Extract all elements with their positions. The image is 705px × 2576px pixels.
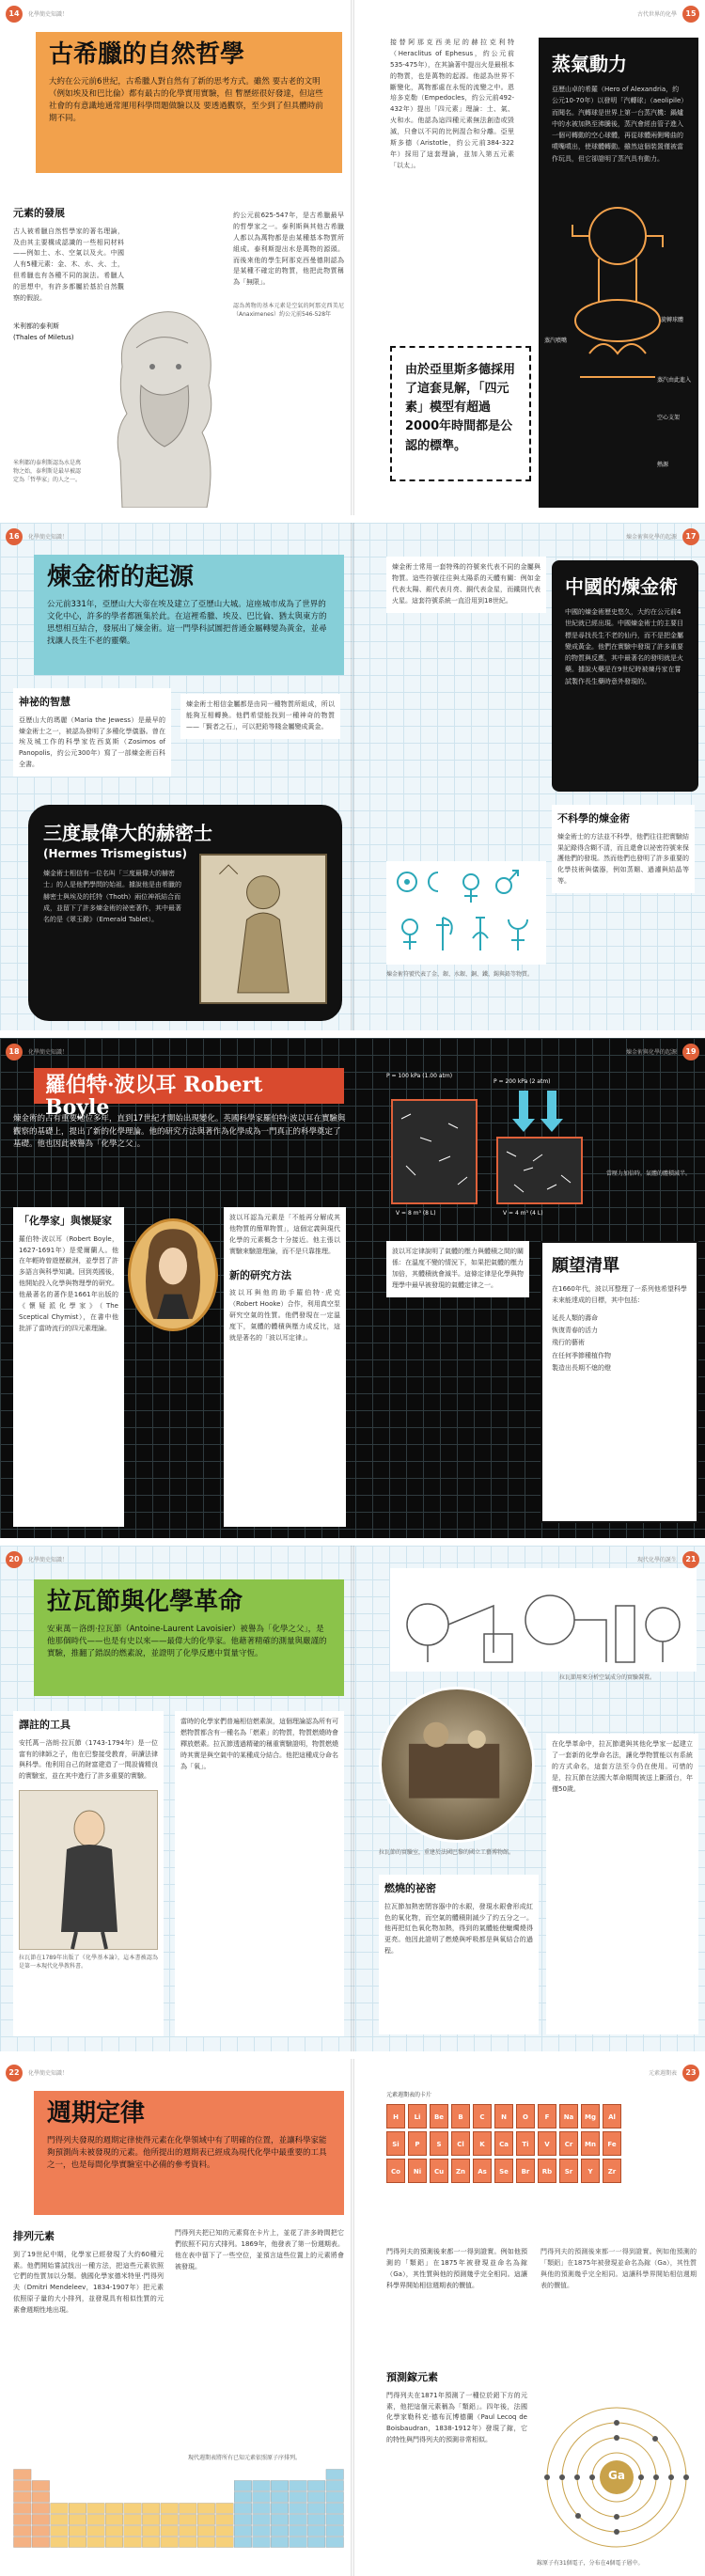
wishlist-panel <box>540 1241 698 1523</box>
periodic-cell <box>69 2537 86 2548</box>
periodic-cell <box>14 2526 32 2537</box>
symbols-text: 煉金術士的方法並不科學，他們往往把實驗結果記錄得含糊不清，而且還會以祕密符號來保護他們的發現。然而他們也發明了許多重要的化學技術與儀器，例如蒸餾、過濾與結晶等等。 <box>557 832 689 886</box>
page-number: 18 <box>6 1044 23 1060</box>
periodic-cell <box>271 2537 289 2548</box>
section-title: 排列元素 <box>13 2230 55 2242</box>
periodic-cell <box>161 2504 179 2514</box>
periodic-cell <box>14 2492 32 2503</box>
gas-diagram <box>383 1072 599 1222</box>
lab-caption: 拉瓦節的實驗室，重建於法國巴黎的國立工藝博物館。 <box>379 1849 515 1856</box>
periodic-cell <box>234 2504 252 2514</box>
periodic-cell <box>14 2537 32 2548</box>
element-card: C <box>473 2104 492 2128</box>
title-panel <box>34 2091 344 2215</box>
element-card: H <box>386 2104 405 2128</box>
periodic-cell <box>271 2481 289 2491</box>
right-page <box>352 1546 705 2051</box>
periodic-cell <box>253 2515 271 2525</box>
periodic-cell <box>180 2504 197 2514</box>
element-card: Cl <box>451 2131 470 2156</box>
running-head: 化學簡史知識！ <box>28 11 69 18</box>
periodic-cell <box>180 2537 197 2548</box>
periodic-cell <box>124 2526 142 2537</box>
periodic-cell <box>271 2492 289 2503</box>
gallium-atom <box>537 2397 697 2557</box>
column-2 <box>233 211 344 319</box>
left-page <box>0 2059 352 2576</box>
periodic-cell <box>124 2504 142 2514</box>
periodic-cell <box>105 2526 123 2537</box>
box-title: 譯註的工具 <box>19 1719 70 1731</box>
element-card: Cu <box>430 2159 448 2183</box>
periodic-cell <box>69 2526 86 2537</box>
periodic-cell <box>234 2515 252 2525</box>
page-number: 17 <box>682 528 699 545</box>
wishlist-intro: 在1660年代，波以耳整理了一系列他希望科學未來能達成的目標，其中包括： <box>552 1285 687 1304</box>
gutter <box>351 0 354 515</box>
periodic-cell <box>271 2515 289 2525</box>
periodic-cell <box>124 2537 142 2548</box>
diagram-label: 熱源 <box>657 462 669 468</box>
list-item: 恢復青春的活力 <box>552 1327 598 1335</box>
running-head: 古代世界的化學 <box>636 11 677 18</box>
periodic-cell <box>290 2526 307 2537</box>
page-title: 羅伯特·波以耳 Robert Boyle <box>45 1073 263 1121</box>
periodic-cell <box>271 2504 289 2514</box>
bust-illustration <box>85 273 235 508</box>
wishlist-list <box>552 1312 687 1374</box>
hermes-engraving <box>199 854 327 1004</box>
spread-ancient-philosophy <box>0 0 705 523</box>
page-number: 15 <box>682 6 699 23</box>
list-item: 在任何季節種植作物 <box>552 1351 611 1359</box>
periodic-cell <box>51 2537 69 2548</box>
intro-text: 大約在公元前6世紀，古希臘人對自然有了新的思考方式。雖然 要古老的文明（例如埃及和巴比倫）都有最古的化學實用實驗，但 暫歷經很好發達，但這些社會的有意識地通常運用科學問題做驗以及 要透過觀察，至少到了但具體時前期不同。 <box>49 76 323 124</box>
running-head: 煉金術與化學的起源 <box>625 534 677 541</box>
periodic-cell <box>51 2526 69 2537</box>
periodic-cell <box>32 2526 50 2537</box>
periodic-cell <box>307 2537 325 2548</box>
title-panel <box>34 555 344 675</box>
box-title: 神祕的智慧 <box>19 696 70 708</box>
left-page <box>0 523 352 1030</box>
periodic-table <box>13 2469 344 2553</box>
element-card: B <box>451 2104 470 2128</box>
aeolipile-diagram <box>552 180 685 396</box>
periodic-cell <box>14 2481 32 2491</box>
periodic-cell <box>69 2504 86 2514</box>
page-number: 21 <box>682 1551 699 1568</box>
title-panel <box>36 32 342 173</box>
periodic-cell <box>307 2492 325 2503</box>
gutter <box>351 2059 354 2576</box>
periodic-cell <box>197 2537 215 2548</box>
cards-title: 元素週期表的卡片 <box>386 2092 432 2098</box>
column-3: 煉金術士常用一套特殊的符號來代表不同的金屬與物質。這些符號往往與太陽系的天體有關：例如金代表太陽、銀代表月亮、銅代表金星，而鐵則代表火星。這套符號系統一直沿用到18世紀。 <box>386 557 546 613</box>
pressure-label-1: P = 100 kPa (1.00 atm) <box>386 1073 453 1079</box>
volume-label-1: V = 8 m³ (8 L) <box>396 1210 436 1217</box>
gallium-caption: 鎵原子有31個電子，分布在4個電子層中。 <box>537 2560 644 2567</box>
card-grid <box>386 2104 621 2183</box>
element-card: Al <box>603 2104 621 2128</box>
spread-robert-boyle <box>0 1038 705 1546</box>
periodic-cell <box>142 2537 160 2548</box>
periodic-cell <box>51 2515 69 2525</box>
sidebar-title: 蒸氣動力 <box>552 53 627 75</box>
periodic-cell <box>326 2492 344 2503</box>
periodic-cell <box>253 2504 271 2514</box>
periodic-cell <box>307 2481 325 2491</box>
periodic-cell <box>234 2481 252 2491</box>
periodic-cell <box>32 2537 50 2548</box>
periodic-cell <box>253 2526 271 2537</box>
column-3 <box>379 1875 539 2034</box>
element-card: Mn <box>581 2131 600 2156</box>
gutter <box>351 1546 354 2051</box>
periodic-cell <box>105 2537 123 2548</box>
left-page <box>0 1038 352 1538</box>
periodic-cell <box>161 2537 179 2548</box>
spread-periodic-law <box>0 2059 705 2576</box>
periodic-cell <box>197 2515 215 2525</box>
periodic-cell <box>326 2515 344 2525</box>
column-3: 波以耳定律說明了氣體的壓力與體積之間的關係：在溫度不變的情況下，如果把氣體的壓力加倍，其體積就會減半。這條定律是化學與物理學中最早被發現的氣體定律之一。 <box>386 1241 529 1297</box>
column-1 <box>13 688 171 777</box>
periodic-cell <box>69 2515 86 2525</box>
periodic-cell <box>234 2492 252 2503</box>
periodic-cell <box>253 2481 271 2491</box>
periodic-cell <box>14 2504 32 2514</box>
periodic-cell <box>161 2515 179 2525</box>
periodic-cell <box>87 2537 105 2548</box>
left-page <box>0 1546 352 2051</box>
periodic-cell <box>326 2470 344 2480</box>
sidebar-text: 亞歷山卓的希羅（Hero of Alexandria，約公元10-70年）以發明「汽轉球」（aeolipile）而聞名。汽轉球是世界上第一台蒸汽機：鍋爐中的水被加熱至沸騰後，蒸汽會經由管子進入一個可轉動的空心球體，再從球體兩側彎曲的噴嘴噴出，使球體轉動。雖然這個裝置僅被當作玩具，但它卻證明了蒸汽具有動力。 <box>552 86 684 163</box>
column-text: 門得列夫在1871年預測了一種位於鋁下方的元素，他把這個元素稱為「類鋁」。四年後，法國化學家勒科克·德布瓦博德蘭（Paul Lecoq de Boisbaudran，1838-1912年）發現了鎵，它的特性與門得列夫的預測非常相似。 <box>386 2391 527 2444</box>
periodic-cell <box>180 2515 197 2525</box>
periodic-cell <box>142 2504 160 2514</box>
element-card: O <box>516 2104 535 2128</box>
periodic-cell <box>197 2526 215 2537</box>
periodic-cell <box>216 2504 234 2514</box>
running-head: 化學簡史知識！ <box>28 534 69 541</box>
element-card: V <box>538 2131 556 2156</box>
periodic-cell <box>51 2504 69 2514</box>
element-card: Ti <box>516 2131 535 2156</box>
periodic-cell <box>290 2504 307 2514</box>
symbols-caption: 煉金術符號代表了金、銀、水銀、銅、鐵、錫與鉛等物質。 <box>386 971 534 978</box>
column-2: 煉金術士相信金屬都是由同一種物質所組成，所以能夠互相轉換。他們希望能找到一種神奇的物質——「賢者之石」，可以把鉛等賤金屬變成黃金。 <box>180 694 340 739</box>
section-title: 元素的發展 <box>13 207 65 219</box>
element-card: Si <box>386 2131 405 2156</box>
apparatus-illustration <box>390 1568 697 1672</box>
element-cards <box>386 2091 621 2232</box>
gutter <box>351 1038 354 1538</box>
callout-box <box>390 346 531 481</box>
china-text: 中國的煉金術歷史悠久，大約在公元前4世紀就已經出現。中國煉金術士的主要目標是尋找長生不老的仙丹，而不是把金屬變成黃金。他們在實驗中發現了許多重要的物質與反應，其中最著名的發明就是火藥。據說火藥是在9世紀時被煉丹家在嘗試製作長生藥時意外發現的。 <box>565 608 683 685</box>
element-card: F <box>538 2104 556 2128</box>
spread-lavoisier <box>0 1546 705 2059</box>
element-card: Br <box>516 2159 535 2183</box>
column-1 <box>13 1207 124 1527</box>
left-page <box>0 0 352 515</box>
right-page <box>352 523 705 1030</box>
diagram-label: 蒸汽由此進入 <box>657 377 692 384</box>
element-card: Y <box>581 2159 600 2183</box>
column-3: 門得列夫的預測後來都一一得到證實。例如他預測的「類鋁」在1875年被發現並命名為鎵（Ga），其性質與他的預測幾乎完全相同。這讓科學界開始相信週期表的價值。 <box>386 2248 527 2289</box>
element-card: Be <box>430 2104 448 2128</box>
subtitle: 「化學家」與懷疑家 <box>19 1215 112 1227</box>
column-4: 在化學革命中，拉瓦節還與其他化學家一起建立了一套新的化學命名法，讓化學物質能以有系統的方式命名，這套方法至今仍在使用。可惜的是，拉瓦節在法國大革命期間被送上斷頭台，年僅50歲。 <box>546 1734 698 2034</box>
portrait-label: 米利都的泰利斯 (Thales of Miletus) <box>13 322 74 341</box>
running-head: 元素週期表 <box>648 2070 677 2077</box>
periodic-cell <box>290 2492 307 2503</box>
periodic-cell <box>161 2526 179 2537</box>
periodic-cell <box>326 2481 344 2491</box>
periodic-cell <box>105 2515 123 2525</box>
page-title: 煉金術的起源 <box>47 563 195 591</box>
periodic-cell <box>253 2492 271 2503</box>
element-card: Co <box>386 2159 405 2183</box>
periodic-cell <box>290 2481 307 2491</box>
china-alchemy-panel <box>552 560 698 792</box>
right-page <box>352 1038 705 1538</box>
gallium-symbol: Ga <box>608 2469 625 2482</box>
apparatus-caption: 拉瓦節用來分析空氣成分的實驗裝置。 <box>559 1674 656 1681</box>
intro-text: 安東萬－洛朗·拉瓦節（Antoine-Laurent Lavoisier）被譽為「化學之父」，是他那個時代——也是有史以來——最偉大的化學家。他藉著精確的測量與嚴謹的實驗，推翻了錯誤的燃素說，並證明了化學反應中質量守恆。 <box>47 1624 327 1658</box>
element-card: Ca <box>494 2131 513 2156</box>
column-text: 到了19世紀中期，化學家已經發現了大約60種元素。他們開始嘗試找出一種方法，把這些元素依照它們的性質加以分類。俄國化學家德米特里·門得列夫（Dmitri Mendeleev，1834-1907年）把元素依照原子量的大小排列，並發現具有相似性質的元素會週期性地出現。 <box>13 2250 164 2315</box>
sidebar-steam-power <box>539 38 698 508</box>
element-card: Zr <box>603 2159 621 2183</box>
page-number: 14 <box>6 6 23 23</box>
page-number: 23 <box>682 2065 699 2081</box>
page-title: 古希臘的自然哲學 <box>49 40 245 69</box>
intro-text: 公元前331年，亞歷山大大帝在埃及建立了亞歷山大城。這座城市成為了世界的文化中心，許多的學者都匯集於此。在這裡希臘、埃及、巴比倫、猶太與東方的思想相互結合，發展出了煉金術。這一門學科試圖把普通金屬轉變為黃金，並尋找讓人長生不老的靈藥。 <box>47 599 327 647</box>
column-text-2: 波以耳與他的助手羅伯特·虎克（Robert Hooke）合作，利用真空泵研究空氣的性質。他們發現在一定溫度下，氣體的體積與壓力成反比，這就是著名的「波以耳定律」。 <box>229 1289 340 1342</box>
element-card: Zn <box>451 2159 470 2183</box>
section2-title: 預測鎵元素 <box>386 2371 438 2383</box>
running-head: 化學簡史知識！ <box>28 1049 69 1056</box>
element-card: As <box>473 2159 492 2183</box>
lavoisier-portrait <box>19 1790 158 1950</box>
spread-origin-of-alchemy <box>0 523 705 1038</box>
title-panel <box>34 1579 344 1696</box>
page-number: 19 <box>682 1044 699 1060</box>
title-panel <box>34 1068 344 1121</box>
portrait-caption: 拉瓦節在1789年出版了《化學基本論》，這本書被認為是第一本現代化學教科書。 <box>19 1955 158 1971</box>
periodic-cell <box>216 2515 234 2525</box>
column-text: 拉瓦節加熱密閉容器中的水銀，發現水銀會形成紅色的氧化物，而空氣的體積則減少了約五分之一。他再把紅色氧化物加熱，得到的氣體能使蠟燭燒得更亮。他因此證明了燃燒與呼吸都是與氧結合的過程。 <box>384 1902 533 1956</box>
element-card: Li <box>408 2104 427 2128</box>
element-card: Na <box>559 2104 578 2128</box>
lab-photo <box>379 1687 535 1843</box>
callout-text: 由於亞里斯多德採用了這套見解，「四元素」模型有超過2000年時間都是公認的標準。 <box>405 363 516 453</box>
section2-title: 新的研究方法 <box>229 1268 291 1281</box>
sidebar-text: 門得列夫的預測後來都一一得到證實。例如他預測的「類鋁」在1875年被發現並命名為鎵（Ga），其性質與他的預測幾乎完全相同。這讓科學界開始相信週期表的價值。 <box>540 2248 697 2289</box>
right-page <box>352 2059 705 2576</box>
periodic-cell <box>32 2481 50 2491</box>
element-card: Fe <box>603 2131 621 2156</box>
page-number: 20 <box>6 1551 23 1568</box>
periodic-cell <box>216 2526 234 2537</box>
page-number: 16 <box>6 528 23 545</box>
periodic-cell <box>124 2515 142 2525</box>
periodic-cell <box>216 2537 234 2548</box>
element-card: N <box>494 2104 513 2128</box>
periodic-cell <box>326 2537 344 2548</box>
running-head: 化學簡史知識！ <box>28 2070 69 2077</box>
periodic-caption: 現代週期表將所有已知元素依照原子序排列。 <box>188 2455 302 2461</box>
diagram-label: 旋轉球體 <box>661 317 684 323</box>
column-1 <box>13 2228 164 2317</box>
gutter <box>351 523 354 1030</box>
periodic-cell <box>253 2537 271 2548</box>
periodic-cell <box>180 2526 197 2537</box>
periodic-cell <box>234 2526 252 2537</box>
china-title: 中國的煉金術 <box>565 575 678 598</box>
periodic-cell <box>142 2515 160 2525</box>
periodic-cell <box>32 2492 50 2503</box>
element-card: K <box>473 2131 492 2156</box>
element-card: Sr <box>559 2159 578 2183</box>
column-2: 門得列夫把已知的元素寫在卡片上，並花了許多時間把它們依照不同方式排列。1869年，他發表了第一份週期表。他在表中留下了一些空位，並預言這些位置上的元素將會被發現。 <box>175 2229 344 2270</box>
periodic-cell <box>105 2504 123 2514</box>
column-1 <box>13 1711 164 2036</box>
element-card: Cr <box>559 2131 578 2156</box>
hermes-text: 煉金術士相信有一位名叫「三度最偉大的赫密士」的人是他們學問的始祖。據說他是由希臘的赫密士與埃及的托特（Thoth）兩位神祇結合而成，並留下了許多煉金術的祕密著作，其中最著名的是《翠玉錄》（Emerald Tablet）。 <box>43 870 181 923</box>
running-head: 煉金術與化學的起源 <box>625 1049 677 1056</box>
periodic-cell <box>14 2515 32 2525</box>
alchemy-symbols <box>386 861 546 965</box>
right-page <box>352 0 705 515</box>
symbols-title: 不科學的煉金術 <box>557 812 630 825</box>
box-text: 亞歷山大的瑪麗（Maria the Jewess）是最早的煉金術士之一，被認為發明了多種化學儀器。曾在埃及城工作的科學家佐西莫斯（Zosimos of Panopolis，約公元300年）寫了一部煉金術百科全書。 <box>19 715 165 769</box>
periodic-cell <box>234 2537 252 2548</box>
column-4 <box>386 2369 527 2446</box>
list-item: 延長人類的壽命 <box>552 1313 598 1322</box>
periodic-cell <box>290 2537 307 2548</box>
hermes-subtitle: (Hermes Trismegistus) <box>43 847 187 860</box>
page-number: 22 <box>6 2065 23 2081</box>
list-item: 製造出長期不熄的燈 <box>552 1363 611 1372</box>
periodic-cell <box>14 2470 32 2480</box>
periodic-cell <box>32 2504 50 2514</box>
section2-title: 燃燒的祕密 <box>384 1882 436 1894</box>
diagram-label: 蒸汽噴嘴 <box>544 338 568 344</box>
periodic-cell <box>326 2526 344 2537</box>
diagram-caption: 當壓力加倍時，氣體的體積減半。 <box>606 1170 692 1177</box>
element-card: S <box>430 2131 448 2156</box>
hermes-panel <box>28 805 342 1021</box>
periodic-cell <box>271 2526 289 2537</box>
periodic-cell <box>87 2526 105 2537</box>
hermes-title: 三度最偉大的赫密士 <box>43 822 212 844</box>
element-card: Rb <box>538 2159 556 2183</box>
column-text: 約公元前625-547年，是古希臘最早的哲學家之一。泰利斯與其他古希臘人都以為萬物都是由某種基本物質所組成。泰利斯提出水是萬物的源頭。而後來他的學生阿那克西曼德則認為是某種不確定的物質，他把此物質稱為「無限」。 <box>233 212 344 287</box>
column-text: 羅伯特·波以耳（Robert Boyle，1627-1691年）是愛爾蘭人。他在年輕時曾遊歷歐洲，並學習了許多語言與科學知識。回到英國後，他開始投入化學與物理學的研究。他最著名的著作是1661年出版的《懷疑派化學家》（The Sceptical Chymist），在書中他批評了當時流行的四元素理論。 <box>19 1234 118 1332</box>
periodic-cell <box>307 2526 325 2537</box>
column-3: 接替阿那克西美尼的赫拉克利特（Heraclitus of Ephesus，約公元前535-475年），在其論著中提出火是最根本的物質，也是萬物的起源。他認為世界不斷變化，萬物都處在永恆的流變之中。恩培多克勒（Empedocles，約公元前492-432年）提出「四元素」理論：土、氣、火和水。他認為這四種元素無法創造或毀滅，只會以不同的比例混合和分離。亞里斯多德（Aristotle，約公元前384-322年）採用了這套理論，並加入第五元素「以太」。 <box>390 39 514 169</box>
list-item: 飛行的藝術 <box>552 1339 585 1347</box>
column-2: 當時的化學家們普遍相信燃素說，這個理論認為所有可燃物質都含有一種名為「燃素」的物質，物質燃燒時會釋放燃素。拉瓦節透過精確的稱重實驗證明，物質燃燒時其實是與空氣中的某種成分結合。他把這種成分命名為「氧」。 <box>175 1711 344 2036</box>
column-text: 波以耳認為元素是「不能再分解成其他物質的簡單物質」，這個定義與現代化學的元素概念十分接近。他主張以實驗來驗證理論，而不是只靠推理。 <box>229 1214 340 1255</box>
element-card: Mg <box>581 2104 600 2128</box>
volume-label-2: V = 4 m³ (4 L) <box>503 1210 543 1217</box>
periodic-cell <box>87 2515 105 2525</box>
wishlist-title: 願望清單 <box>552 1256 619 1276</box>
boyle-portrait <box>128 1218 218 1331</box>
portrait-caption: 米利都的泰利斯認為水是萬物之始，泰利斯是最早被認定為「哲學家」的人之一。 <box>13 460 82 483</box>
periodic-cell <box>87 2504 105 2514</box>
running-head: 化學簡史知識！ <box>28 1557 69 1563</box>
running-head: 現代化學的誕生 <box>636 1557 677 1563</box>
column-caption: 認為萬物的基本元素是空氣的阿那克西美尼（Anaximenes）約公元前546-528年 <box>233 303 344 319</box>
symbols-sidebar <box>552 805 695 893</box>
periodic-cell <box>326 2504 344 2514</box>
periodic-cell <box>32 2515 50 2525</box>
page-title: 拉瓦節與化學革命 <box>47 1588 243 1616</box>
column-text: 安托萬－洛朗·拉瓦節（1743-1794年）是一位富有的律師之子，他在巴黎接受教育，研讀法律與科學。他利用自己的財富建造了一間設備精良的實驗室，並在其中進行了許多重要的實驗。 <box>19 1738 158 1781</box>
periodic-cell <box>307 2515 325 2525</box>
diagram-label: 空心支架 <box>657 415 681 421</box>
element-card: P <box>408 2131 427 2156</box>
pressure-label-2: P = 200 kPa (2 atm) <box>494 1078 551 1085</box>
column-text: 古人被希臘自然哲學家的著名理論，及由其主要構成認識的一些相同材料——例如土、水、空氣以及火。中國人有5種元素：金、木、水、火、土，但希臘也有各種不同的說法。希臘人的思想中，有許多都屬於基於自然觀察的假設。 <box>13 227 124 303</box>
intro-text: 門得列夫發現的週期定律使得元素在化學領域中有了明確的位置，並讓科學家能夠預測尚未被發現的元素。他所提出的週期表已經成為現代化學中最重要的工具之一，也是每間化學實驗室中必備的參考資料。 <box>47 2135 327 2170</box>
page-title: 週期定律 <box>47 2099 146 2128</box>
element-card: Ni <box>408 2159 427 2183</box>
column-2 <box>224 1207 346 1527</box>
periodic-cell <box>197 2504 215 2514</box>
periodic-cell <box>290 2515 307 2525</box>
periodic-cell <box>307 2504 325 2514</box>
periodic-cell <box>142 2526 160 2537</box>
intro-text: 煉金術的占有重要地位多年，直到17世紀才開始出現變化。英國科學家羅伯特·波以耳在實驗與觀察的基礎上，提出了新的化學理論。他的研究方法與著作為化學成為一門真正的科學奠定了基礎。他也因此被譽為「化學之父」。 <box>13 1114 346 1150</box>
element-card: Se <box>494 2159 513 2183</box>
